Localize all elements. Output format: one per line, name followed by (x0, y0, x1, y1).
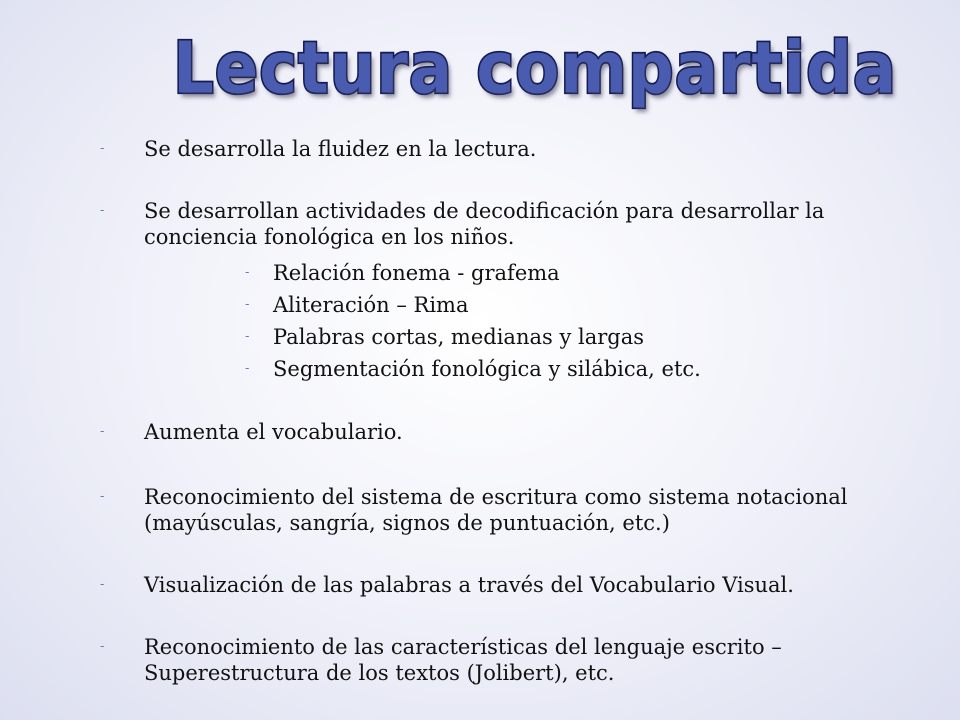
bullet-item-escritura (100, 484, 860, 536)
bullet-item-decodificacion (100, 198, 860, 250)
bullet-text: Se desarrollan actividades de decodificación para desarrollar la conciencia fonológica en los niños. (144, 199, 825, 249)
subbullet-item-aliteracion (245, 292, 845, 318)
bullet-dash-icon: - (100, 639, 105, 654)
subbullet-item-palabras (245, 324, 845, 350)
bullet-item-fluidez (100, 136, 860, 162)
bullet-item-vocabulario (100, 419, 860, 445)
subbullet-text: Palabras cortas, medianas y largas (273, 325, 644, 349)
subbullet-text: Aliteración – Rima (273, 293, 469, 317)
bullet-text: Reconocimiento del sistema de escritura como sistema notacional (mayúsculas, sangría, signos de puntuación, etc.) (144, 485, 848, 535)
subbullet-text: Segmentación fonológica y silábica, etc. (273, 357, 701, 381)
bullet-text: Visualización de las palabras a través del Vocabulario Visual. (144, 573, 794, 597)
subbullet-dash-icon: - (245, 297, 250, 312)
subbullet-dash-icon: - (245, 361, 250, 376)
subbullet-item-segmentacion (245, 356, 845, 382)
bullet-dash-icon: - (100, 203, 105, 218)
bullet-dash-icon: - (100, 489, 105, 504)
bullet-text: Reconocimiento de las características del lenguaje escrito – Superestructura de los textos (Jolibert), etc. (144, 635, 782, 685)
subbullet-item-fonema (245, 260, 845, 286)
bullet-dash-icon: - (100, 577, 105, 592)
subbullet-text: Relación fonema - grafema (273, 261, 560, 285)
subbullet-dash-icon: - (245, 265, 250, 280)
subbullet-dash-icon: - (245, 329, 250, 344)
slide-title: Lectura compartida (173, 27, 897, 111)
bullet-item-visualizacion (100, 572, 860, 598)
bullet-text: Aumenta el vocabulario. (144, 420, 403, 444)
bullet-dash-icon: - (100, 424, 105, 439)
bullet-text: Se desarrolla la fluidez en la lectura. (144, 137, 537, 161)
bullet-item-caracteristicas (100, 634, 860, 686)
bullet-dash-icon: - (100, 141, 105, 156)
